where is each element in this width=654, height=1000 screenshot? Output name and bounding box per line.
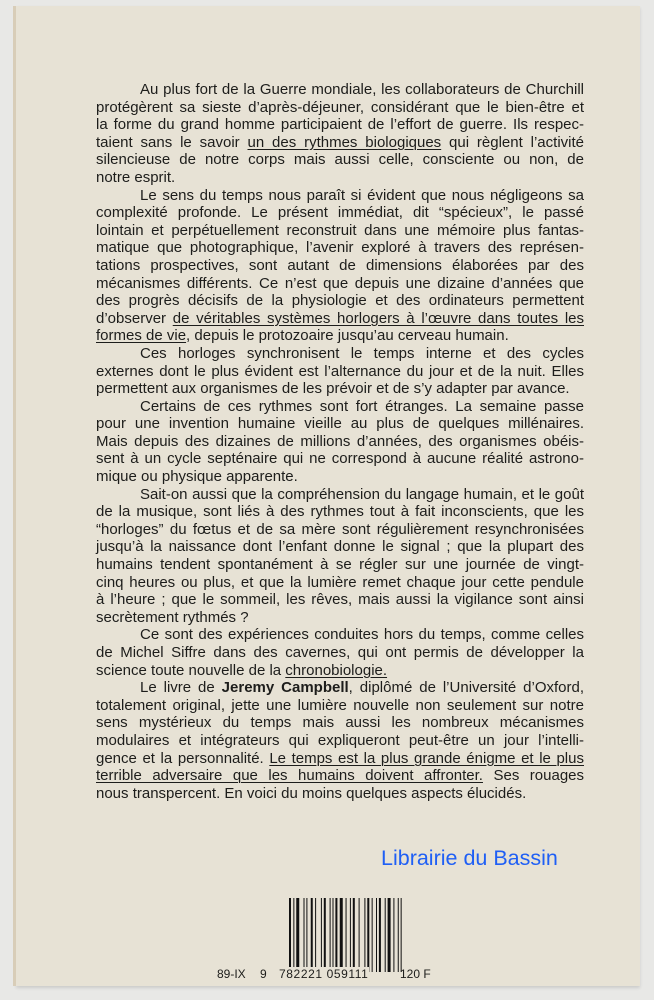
barcode-bar: [289, 898, 291, 972]
barcode-bar: [372, 898, 373, 972]
underlined-phrase: formes de vie: [96, 327, 187, 345]
text-segment: Sait-on aussi que la compréhension du langage humain, et le goût: [140, 485, 584, 503]
barcode-bar: [335, 898, 337, 972]
text-segment: de la musique, sont liés à des rythmes tout à fait inconscients, que les: [96, 503, 584, 521]
blurb-text: [96, 81, 584, 802]
barcode-bar: [367, 898, 369, 972]
barcode-bar: [388, 898, 391, 972]
barcode-bar: [324, 898, 326, 972]
text-line: [96, 662, 584, 680]
text-segment: “horloges” du fœtus et de sa mère sont régulièrement resynchronisées: [96, 520, 584, 538]
text-segment: lointain et perpétuellement reconstruit dans une mémoire plus fantas-: [96, 221, 584, 239]
text-segment: totalement original, jette une lumière nouvelle non seulement sur notre: [96, 696, 584, 714]
text-segment: modulaires et intégrateurs qui expliqueront peut-être un jour l’intelli-: [96, 731, 584, 749]
barcode: [289, 898, 405, 972]
text-line: [96, 767, 584, 785]
text-line: [96, 415, 584, 433]
text-segment: Le livre de: [140, 679, 222, 697]
text-line: [96, 116, 584, 134]
bookseller-watermark: Librairie du Bassin: [381, 846, 558, 870]
barcode-bar: [393, 898, 394, 972]
text-segment: Certains de ces rythmes sont fort étranges. La semaine passe: [140, 397, 584, 415]
text-segment: nous transpercent. En voici du moins quelques aspects élucidés.: [96, 784, 527, 802]
text-line: [96, 697, 584, 715]
text-line: [96, 169, 584, 187]
barcode-bar: [401, 898, 402, 972]
text-line: [96, 591, 584, 609]
barcode-bar: [321, 898, 322, 972]
text-segment: complexité profonde. Le présent immédiat, dit “spécieux”, le passé: [96, 204, 584, 222]
price: 120 F: [400, 967, 431, 981]
text-line: [96, 257, 584, 275]
text-line: [96, 486, 584, 504]
text-segment: la forme du grand homme participaient de l’effort de guerre. Ils respec-: [96, 116, 584, 134]
text-line: [96, 785, 584, 803]
text-segment: gence et la personnalité.: [96, 749, 270, 767]
barcode-bar: [296, 898, 299, 972]
barcode-bar: [376, 898, 377, 972]
edition-code: 89-IX: [217, 967, 246, 981]
barcode-bar: [315, 898, 316, 972]
text-segment: sens mystérieux du temps mais aussi les nombreux mécanismes: [96, 714, 584, 732]
text-line: [96, 222, 584, 240]
text-line: [96, 679, 584, 697]
text-segment: taient sans le savoir: [96, 133, 248, 151]
barcode-bar: [350, 898, 351, 972]
text-line: [96, 433, 584, 451]
book-back-cover: [16, 6, 640, 986]
text-line: [96, 275, 584, 293]
barcode-bar: [340, 898, 343, 972]
text-segment: mécanismes différents. Ce n’est que depuis une dizaine d’années que: [96, 274, 584, 292]
text-segment: mique ou physique apparente.: [96, 468, 298, 486]
text-segment: science toute nouvelle de la: [96, 661, 286, 679]
text-line: [96, 398, 584, 416]
text-line: [96, 644, 584, 662]
text-segment: Le sens du temps nous paraît si évident que nous négligeons sa: [140, 186, 584, 204]
barcode-bar: [379, 898, 381, 972]
text-line: [96, 363, 584, 381]
text-line: [96, 204, 584, 222]
text-line: [96, 732, 584, 750]
text-line: [96, 345, 584, 363]
author-name: Jeremy Campbell: [221, 679, 349, 697]
text-line: [96, 99, 584, 117]
barcode-bar: [304, 898, 305, 972]
text-line: [96, 239, 584, 257]
underlined-phrase: Le temps est la plus grande énigme et le plus: [269, 749, 584, 767]
text-segment: Ces horloges synchronisent le temps interne et des cycles: [140, 344, 584, 362]
barcode-bar: [333, 898, 334, 972]
barcode-bar: [353, 898, 355, 972]
text-line: [96, 503, 584, 521]
text-segment: secrètement rythmés ?: [96, 608, 249, 626]
text-segment: qui règlent l’activité: [441, 133, 584, 151]
text-segment: , depuis le protozoaire jusqu’au cerveau humain.: [186, 327, 509, 345]
text-segment: permettent aux organismes de les prévoir et de s’y adapter par avance.: [96, 380, 570, 398]
underlined-phrase: terrible adversaire que les humains doivent affronter.: [96, 767, 483, 785]
text-segment: d’observer: [96, 309, 173, 327]
text-segment: jusqu’à la naissance dont l’enfant donne le signal ; que la plupart des: [96, 538, 584, 556]
text-line: [96, 750, 584, 768]
text-line: [96, 556, 584, 574]
text-line: [96, 187, 584, 205]
text-line: [96, 450, 584, 468]
text-line: [96, 538, 584, 556]
barcode-bar: [398, 898, 399, 972]
text-segment: des progrès décisifs de la physiologie et des ordinateurs permettent: [96, 292, 584, 310]
underlined-phrase: de véritables systèmes horlogers à l’œuvre dans toutes les: [172, 309, 584, 327]
text-segment: matique que photographique, l’avenir exploré à travers des représen-: [96, 239, 584, 257]
text-segment: protégèrent sa sieste d’après-déjeuner, considérant que le bien-être et: [96, 98, 584, 116]
text-segment: à l’heure ; que le sommeil, les rêves, mais aussi la vigilance sont ainsi: [96, 591, 584, 609]
text-segment: silencieuse de notre corps mais aussi celle, consciente ou non, de: [96, 151, 584, 169]
text-line: [96, 327, 584, 345]
barcode-bar: [306, 898, 307, 972]
text-segment: externes dont le plus évident est l’alternance du jour et de la nuit. Elles: [96, 362, 584, 380]
barcode-bar: [346, 898, 347, 972]
underlined-phrase: un des rythmes biologiques: [247, 133, 442, 151]
text-segment: de Michel Siffre dans des cavernes, qui ont permis de développer la: [96, 644, 584, 661]
text-line: [96, 81, 584, 99]
text-line: [96, 292, 584, 310]
barcode-bar: [359, 898, 360, 972]
text-line: [96, 626, 584, 644]
text-line: [96, 151, 584, 169]
barcode-bar: [311, 898, 313, 972]
text-segment: , diplômé de l’Université d’Oxford,: [348, 679, 584, 697]
text-line: [96, 310, 584, 328]
text-line: [96, 380, 584, 398]
text-line: [96, 574, 584, 592]
isbn-digits: 782221 059111: [279, 967, 369, 981]
text-line: [96, 714, 584, 732]
text-segment: humains tendent spontanément à se régler sur une journée de vingt-: [96, 556, 584, 574]
text-line: [96, 134, 584, 152]
text-line: [96, 468, 584, 486]
text-line: [96, 521, 584, 539]
barcode-bar: [293, 898, 294, 972]
text-segment: sent à un cycle septénaire qui ne correspond à aucune réalité astrono-: [96, 450, 584, 468]
barcode-bar: [364, 898, 365, 972]
text-segment: Mais depuis des dizaines de millions d’années, des organismes obéis-: [96, 432, 584, 450]
text-segment: notre esprit.: [96, 168, 176, 186]
text-segment: cinq heures ou plus, et que la lumière remet chaque jour cette pendule: [96, 573, 584, 591]
text-line: [96, 609, 584, 627]
barcode-bar: [330, 898, 331, 972]
barcode-bar: [385, 898, 386, 972]
text-segment: pour une invention humaine vieille au plus de quelques millénaires.: [96, 415, 584, 433]
text-segment: Ce sont des expériences conduites hors du temps, comme celles: [140, 626, 584, 644]
text-segment: Ses rouages: [482, 767, 585, 785]
text-segment: tations prospectives, sont autant de dimensions élaborées par des: [96, 256, 584, 274]
text-segment: Au plus fort de la Guerre mondiale, les collaborateurs de Churchill: [140, 81, 584, 98]
isbn-prefix: 9: [260, 967, 267, 981]
underlined-phrase: chronobiologie.: [285, 661, 388, 679]
